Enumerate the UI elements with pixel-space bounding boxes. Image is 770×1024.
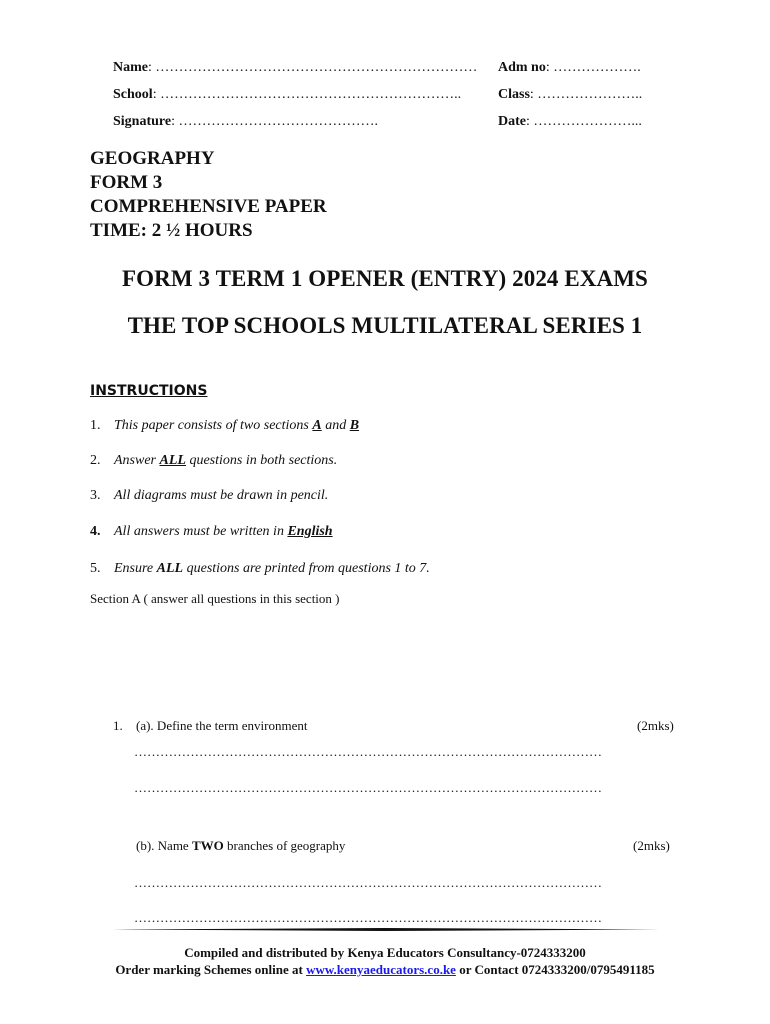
- website-link[interactable]: www.kenyaeducators.co.ke: [306, 962, 456, 977]
- instruction-item: [90, 453, 337, 469]
- adm-label: Adm no: [498, 60, 546, 75]
- subject-time: TIME: 2 ½ HOURS: [90, 220, 253, 241]
- instruction-number: 3.: [90, 488, 101, 503]
- adm-dots: : ……………….: [545, 60, 641, 75]
- question-emphasis: TWO: [191, 838, 224, 853]
- instruction-emphasis: ALL: [156, 561, 184, 576]
- instruction-item: [90, 418, 359, 434]
- adm-no-field: [498, 60, 641, 76]
- instruction-text: Answer: [114, 453, 160, 468]
- footer-line-2: [0, 962, 770, 978]
- footer-text: Order marking Schemes online at: [115, 962, 307, 977]
- school-dots: : ………………………………………………………..: [152, 87, 462, 102]
- date-label: Date: [498, 114, 526, 129]
- instruction-text: This paper consists of two sections: [114, 418, 313, 433]
- instruction-text: questions in both sections.: [185, 453, 338, 468]
- name-dots: : ……………………………………………………………: [148, 60, 478, 75]
- school-field: [113, 87, 461, 103]
- footer-text: or Contact 0724333200/0795491185: [455, 962, 655, 977]
- instruction-item: [90, 488, 328, 504]
- section-a-heading: Section A ( answer all questions in this section ): [90, 591, 340, 606]
- subject-paper: COMPREHENSIVE PAPER: [90, 196, 327, 217]
- class-label: Class: [498, 87, 530, 102]
- question-text: (b). Name: [136, 838, 192, 853]
- answer-line[interactable]: ………………………………………………………………………………………………: [134, 910, 602, 925]
- instruction-item: [90, 561, 430, 577]
- question-number: 1.: [113, 718, 123, 733]
- instruction-number: 4.: [90, 524, 101, 539]
- answer-line[interactable]: ………………………………………………………………………………………………: [134, 780, 602, 795]
- instruction-text: All diagrams must be drawn in pencil.: [114, 488, 329, 503]
- question-1a-text: (a). Define the term environment: [136, 718, 308, 733]
- signature-label: Signature: [113, 114, 172, 129]
- instruction-number: 2.: [90, 453, 101, 468]
- instruction-text: All answers must be written in: [114, 524, 288, 539]
- footer-line-1: Compiled and distributed by Kenya Educators Consultancy-0724333200: [184, 945, 586, 960]
- signature-field: [113, 114, 378, 130]
- question-1a-marks: (2mks): [637, 718, 674, 733]
- class-dots: : …………………..: [529, 87, 643, 102]
- question-1b-marks: (2mks): [633, 838, 670, 853]
- name-label: Name: [113, 60, 148, 75]
- instruction-emphasis: English: [287, 524, 333, 539]
- instructions-heading: INSTRUCTIONS: [90, 383, 208, 399]
- subject-block: [90, 147, 327, 243]
- section-a-ref: A: [312, 418, 322, 433]
- instruction-number: 1.: [90, 418, 101, 433]
- subject-form: FORM 3: [90, 172, 163, 193]
- instruction-item: [90, 524, 333, 540]
- section-b-ref: B: [349, 418, 360, 433]
- signature-dots: : …………………………………….: [171, 114, 378, 129]
- instruction-number: 5.: [90, 561, 101, 576]
- footer-divider: [112, 928, 660, 931]
- instruction-text: and: [321, 418, 350, 433]
- exam-title: FORM 3 TERM 1 OPENER (ENTRY) 2024 EXAMS: [122, 266, 648, 291]
- answer-line[interactable]: ………………………………………………………………………………………………: [134, 744, 602, 759]
- date-field: [498, 114, 642, 130]
- instruction-text: questions are printed from questions 1 to 7.: [183, 561, 430, 576]
- name-field: [113, 60, 477, 76]
- series-title: THE TOP SCHOOLS MULTILATERAL SERIES 1: [127, 313, 643, 338]
- date-dots: : …………………...: [526, 114, 642, 129]
- question-text: branches of geography: [223, 838, 346, 853]
- answer-line[interactable]: ………………………………………………………………………………………………: [134, 875, 602, 890]
- instruction-emphasis: ALL: [159, 453, 186, 468]
- class-field: [498, 87, 642, 103]
- subject-name: GEOGRAPHY: [90, 148, 215, 169]
- school-label: School: [113, 87, 153, 102]
- question-1b-text: [136, 838, 345, 854]
- instruction-text: Ensure: [114, 561, 157, 576]
